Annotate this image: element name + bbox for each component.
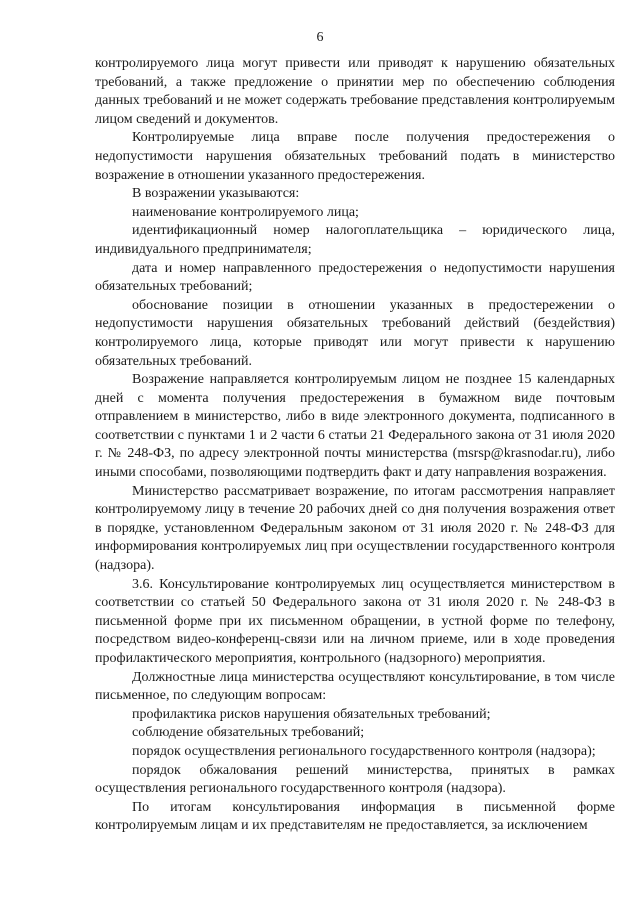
list-item: наименование контролируемого лица; bbox=[132, 204, 359, 220]
paragraph: Возражение направляется контролируемым лицом не позднее 15 календарных дней с момента получения предостережения в бумажном виде почтовым отправлением в министерство, либо в виде электронного документа, подписанного в соответствии с пунктами 1 и 2 части 6 статьи 21 Федерального закона от 31 июля 2020 г. № 248-ФЗ, по адресу электронной почты министерства (msrsp@krasnodar.ru), либо иными способами, позволяющими подтвердить факт и дату направления возражения. bbox=[95, 372, 615, 481]
paragraph: Контролируемые лица вправе после получения предостережения о недопустимости нарушения обязательных требований подать в министерство возражение в отношении указанного предостережения. bbox=[95, 130, 615, 183]
list-item: профилактика рисков нарушения обязательных требований; bbox=[132, 706, 491, 722]
list-item: соблюдение обязательных требований; bbox=[132, 725, 365, 741]
paragraph: По итогам консультирования информация в письменной форме контролируемым лицам и их представителям не предоставляется, за исключением bbox=[95, 799, 615, 834]
page-number: 6 bbox=[316, 30, 324, 45]
paragraph: В возражении указываются: bbox=[132, 186, 300, 202]
paragraph-continuation: контролируемого лица могут привести или приводят к нарушению обязательных требований, а также предложение о принятии мер по обеспечению соблюдения данных требований и не может содержать требование представления контролируемым лицом сведений и документов. bbox=[95, 56, 615, 127]
list-item: дата и номер направленного предостережения о недопустимости нарушения обязательных требований; bbox=[95, 260, 615, 295]
list-item: обоснование позиции в отношении указанных в предостережении о недопустимости нарушения обязательных требований действий (бездействия) контролируемого лица, которые приводят или могут привести к нарушению обязательных требований. bbox=[95, 297, 615, 369]
paragraph: Министерство рассматривает возражение, по итогам рассмотрения направляет контролируемому лицу в течение 20 рабочих дней со дня получения возражения ответ в порядке, установленном Федеральным законом от 31 июля 2020 г. № 248-ФЗ для информирования контролируемых лиц при осуществлении государственного контроля (надзора). bbox=[95, 483, 615, 574]
document-body bbox=[95, 55, 615, 836]
paragraph: Должностные лица министерства осуществляют консультирование, в том числе письменное, по следующим вопросам: bbox=[95, 669, 615, 704]
list-item: порядок обжалования решений министерства, принятых в рамках осуществления регионального государственного контроля (надзора). bbox=[95, 762, 615, 797]
section-paragraph: 3.6. Консультирование контролируемых лиц осуществляется министерством в соответствии со статьей 50 Федерального закона от 31 июля 2020 г. № 248-ФЗ в письменной форме при их письменном обращении, в устной форме по телефону, посредством видео-конференц-связи или на личном приеме, или в ходе проведения профилактического мероприятия, контрольного (надзорного) мероприятия. bbox=[95, 576, 615, 666]
list-item: порядок осуществления регионального государственного контроля (надзора); bbox=[132, 743, 596, 759]
list-item: идентификационный номер налогоплательщика – юридического лица, индивидуального предпринимателя; bbox=[95, 223, 615, 257]
